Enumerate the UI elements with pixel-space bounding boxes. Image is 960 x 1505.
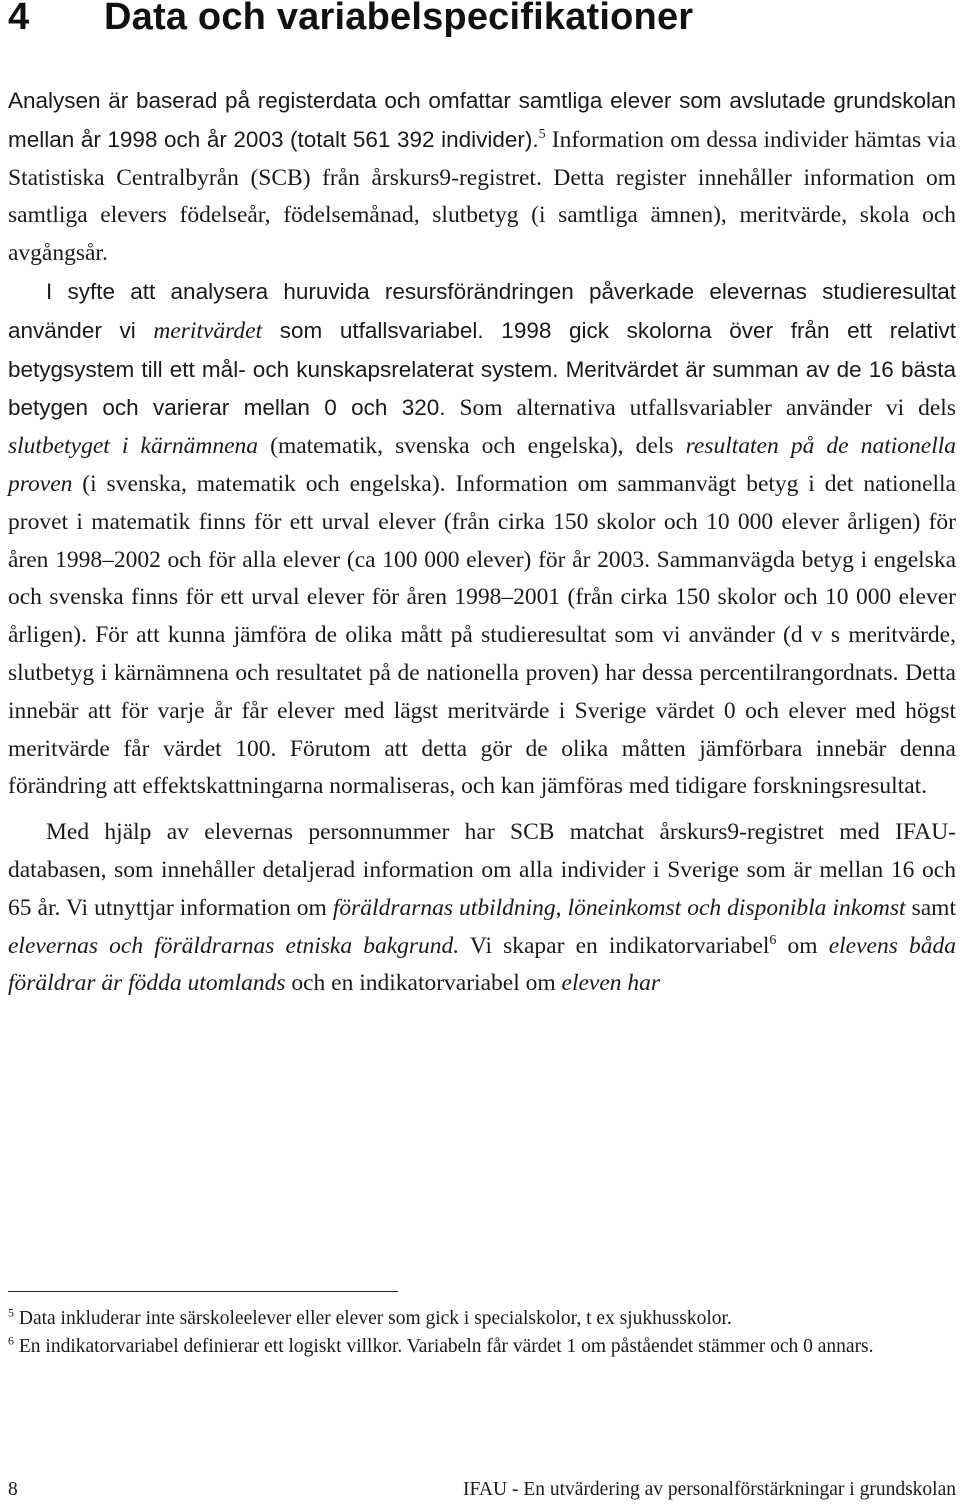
paragraph-3 <box>8 814 956 1003</box>
paragraph-1-sans-text: Analysen är baserad på registerdata och omfattar samtliga elever som avslutade grundskolan mellan år 1998 och år 2003 (totalt 561 392 individer). <box>8 88 956 152</box>
paragraph-3-text-c: Vi skapar en indikatorvariabel <box>459 932 770 959</box>
term-foraldrarnas-utbildning: föräldrarnas utbildning, löneinkomst och disponibla inkomst <box>332 894 906 921</box>
paragraph-2 <box>8 273 956 806</box>
paragraph-2-text-c: Som alternativa utfallsvariabler använder vi dels <box>445 395 956 422</box>
footnote-ref-6[interactable]: 6 <box>769 932 777 948</box>
footnote-5 <box>8 1305 956 1333</box>
paragraph-1-text: Information om dessa individer hämtas via Statistiska Centralbyrån (SCB) från årskurs9-registret. Detta register innehåller information om samtliga elevers födelseår, födelsemånad, slutbetyg (i samtliga ämnen), meritvärde, skola och avgångsår. <box>8 126 957 267</box>
paragraph-3-text-a: Med hjälp av elevernas personnummer har SCB matchat årskurs9-registret med IFAU-databasen, som innehåller detaljerad information om alla individer i Sverige som är mellan 16 och 65 år. Vi utnyttjar information om <box>8 819 956 921</box>
term-nationella-proven: resultaten på de nationella proven <box>8 433 957 497</box>
paragraph-2-text-b: som utfallsvariabel. 1998 gick skolorna över från ett relativt betygsystem till ett mål- och kunskapsrelaterat system. Meritvärdet är summan av de 16 bästa betygen och varierar mellan 0 och 320. <box>8 317 956 421</box>
footnote-6 <box>8 1333 956 1361</box>
paragraph-2-text-a: I syfte att analysera huruvida resursförändringen påverkade elevernas studieresultat använder vi <box>8 278 956 343</box>
footnote-6-text: En indikatorvariabel definierar ett logiskt villkor. Variabeln får värdet 1 om påståendet stämmer och 0 annars. <box>14 1336 874 1357</box>
paragraph-2-text-d: (matematik, svenska och engelska), dels <box>258 433 686 460</box>
footnote-ref-5[interactable]: 5 <box>538 126 546 142</box>
paragraph-3-text-d: om <box>776 932 829 959</box>
footnote-5-text: Data inkluderar inte särskoleelever eller elever som gick i specialskolor, t ex sjukhusskolor. <box>14 1308 732 1329</box>
document-page <box>8 0 956 1505</box>
paragraph-1 <box>8 82 956 273</box>
body-text <box>8 82 956 1003</box>
footnote-6-marker: 6 <box>8 1333 14 1348</box>
term-slutbetyget: slutbetyget i kärnämnena <box>8 433 259 460</box>
term-meritvardet: meritvärdet <box>153 317 263 344</box>
paragraph-2-text-e: (i svenska, matematik och engelska). Information om sammanvägt betyg i det nationella provet i matematik finns för ett urval elever (från cirka 150 skolor och 10 000 elever årligen) för åren 1998–2002 och för alla elever (ca 100 000 elever) för år 2003. Sammanvägda betyg i engelska och svenska finns för ett urval elever för åren 1998–2001 (från cirka 150 skolor och 10 000 elever årligen). För att kunna jämföra de olika mått på studieresultat som vi använder (d v s meritvärde, slutbetyg i kärnämnena och resultatet på de nationella proven) har dessa percentilrangordnats. Detta innebär att för varje år får elever med lägst meritvärde i Sverige värdet 0 och elever med högst meritvärde får värdet 100. Förutom att detta gör de olika måtten jämförbara innebär denna förändring att effektskattningarna normaliseras, och kan jämföras med tidigare forskningsresultat. <box>8 470 956 800</box>
chapter-heading <box>8 0 693 39</box>
page-number: 8 <box>8 1479 18 1500</box>
chapter-number: 4 <box>8 0 30 38</box>
running-title: IFAU - En utvärdering av personalförstärkningar i grundskolan <box>463 1479 956 1500</box>
chapter-title-text: Data och variabelspecifikationer <box>104 0 694 38</box>
footnotes <box>8 1305 956 1361</box>
paragraph-3-text-b: samt <box>905 894 956 921</box>
term-etnisk-bakgrund: elevernas och föräldrarnas etniska bakgrund. <box>8 932 460 959</box>
term-foraldrar-utomlands: elevens båda föräldrar är födda utomlands <box>8 932 956 997</box>
paragraph-3-text-e: och en indikatorvariabel om <box>285 970 562 997</box>
footnote-5-marker: 5 <box>8 1305 14 1320</box>
footnote-separator <box>8 1291 398 1292</box>
term-eleven-har: eleven har <box>561 970 661 997</box>
